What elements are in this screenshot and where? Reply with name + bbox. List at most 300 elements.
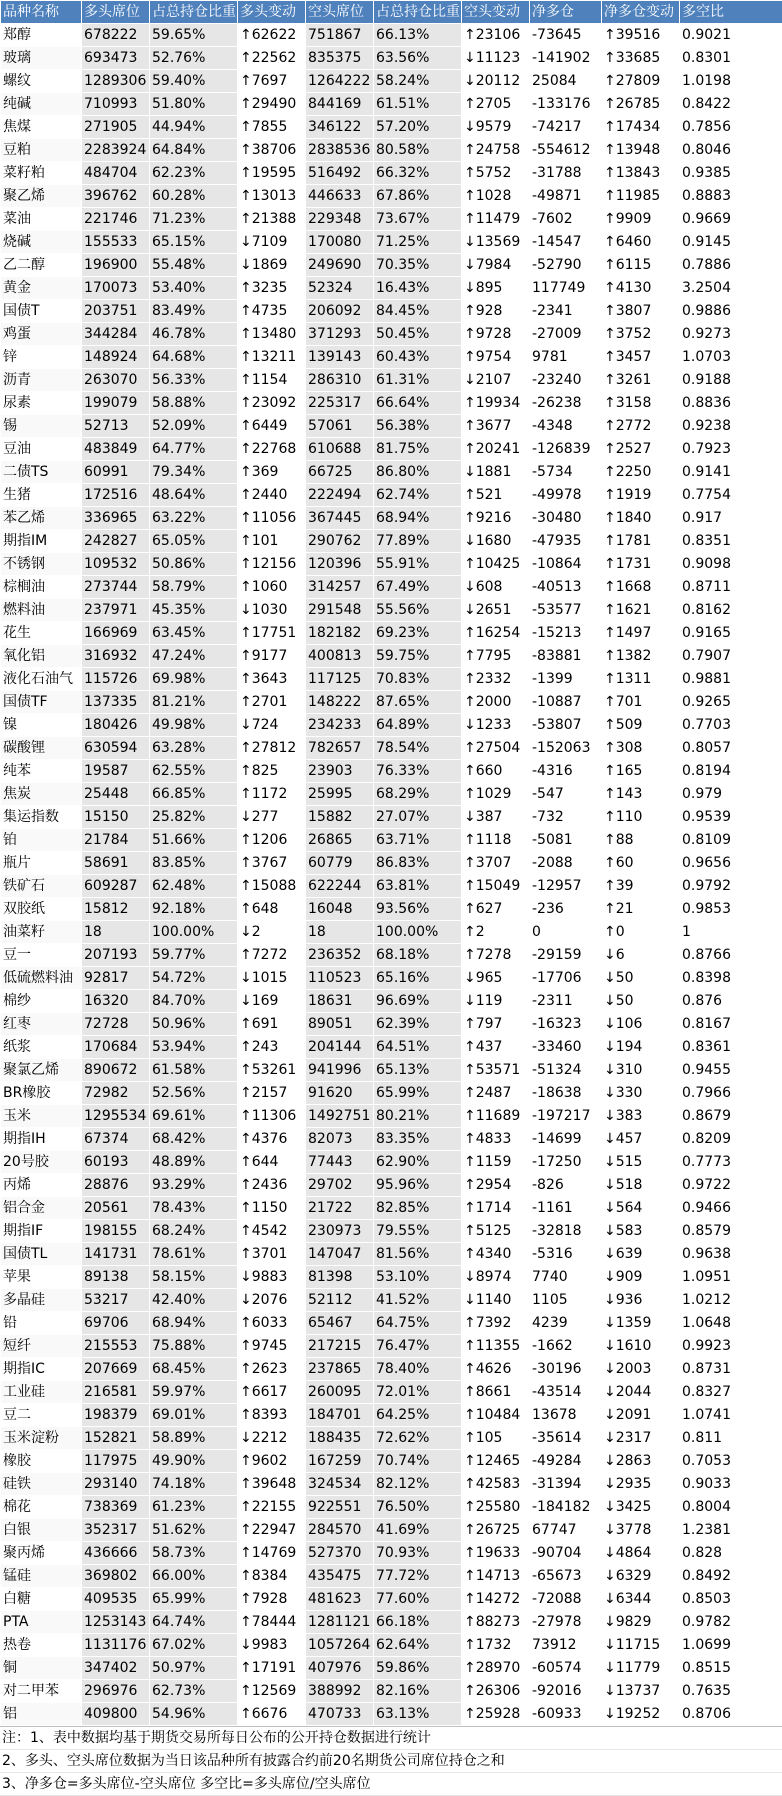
cell-long-position: 53217 xyxy=(82,1289,150,1312)
cell-long-position: 263070 xyxy=(82,369,150,392)
cell-long-short-ratio: 1.0741 xyxy=(680,1404,782,1427)
table-row xyxy=(1,990,782,1013)
cell-net-long-change: ↑1382 xyxy=(602,645,680,668)
cell-short-ratio: 87.65% xyxy=(374,691,462,714)
cell-long-short-ratio: 1 xyxy=(680,921,782,944)
cell-net-long-change: ↓11715 xyxy=(602,1634,680,1657)
cell-long-change: ↓7109 xyxy=(238,231,306,254)
cell-short-change: ↓20112 xyxy=(462,70,530,93)
cell-net-long-change: ↑9909 xyxy=(602,208,680,231)
cell-short-position: 21722 xyxy=(306,1197,374,1220)
cell-long-change: ↑3767 xyxy=(238,852,306,875)
cell-long-short-ratio: 0.8004 xyxy=(680,1496,782,1519)
cell-short-ratio: 64.25% xyxy=(374,1404,462,1427)
table-row xyxy=(1,231,782,254)
cell-long-ratio: 74.18% xyxy=(150,1473,238,1496)
cell-net-long: -17706 xyxy=(530,967,602,990)
cell-long-change: ↑29490 xyxy=(238,93,306,116)
cell-long-change: ↑101 xyxy=(238,530,306,553)
cell-long-change: ↑11056 xyxy=(238,507,306,530)
cell-long-short-ratio: 0.876 xyxy=(680,990,782,1013)
cell-net-long-change: ↑17434 xyxy=(602,116,680,139)
table-row xyxy=(1,1082,782,1105)
table-row xyxy=(1,1358,782,1381)
cell-short-change: ↑9216 xyxy=(462,507,530,530)
cell-variety: 铂 xyxy=(1,829,82,852)
table-row xyxy=(1,208,782,231)
table-row xyxy=(1,1013,782,1036)
cell-short-change: ↑797 xyxy=(462,1013,530,1036)
cell-long-change: ↑15088 xyxy=(238,875,306,898)
cell-variety: 棉花 xyxy=(1,1496,82,1519)
cell-variety: 豆二 xyxy=(1,1404,82,1427)
cell-long-ratio: 52.76% xyxy=(150,47,238,70)
cell-long-change: ↓2 xyxy=(238,921,306,944)
cell-long-position: 630594 xyxy=(82,737,150,760)
cell-short-position: 110523 xyxy=(306,967,374,990)
cell-net-long-change: ↑143 xyxy=(602,783,680,806)
cell-short-position: 25995 xyxy=(306,783,374,806)
cell-variety: 不锈钢 xyxy=(1,553,82,576)
cell-short-position: 89051 xyxy=(306,1013,374,1036)
cell-long-ratio: 42.40% xyxy=(150,1289,238,1312)
cell-long-ratio: 59.40% xyxy=(150,70,238,93)
cell-long-short-ratio: 0.7635 xyxy=(680,1680,782,1703)
cell-long-change: ↑27812 xyxy=(238,737,306,760)
cell-net-long-change: ↑13948 xyxy=(602,139,680,162)
cell-short-position: 65467 xyxy=(306,1312,374,1335)
cell-long-short-ratio: 0.917 xyxy=(680,507,782,530)
cell-long-position: 58691 xyxy=(82,852,150,875)
cell-long-ratio: 25.82% xyxy=(150,806,238,829)
cell-long-change: ↑23092 xyxy=(238,392,306,415)
cell-long-ratio: 52.56% xyxy=(150,1082,238,1105)
cell-net-long-change: ↑60 xyxy=(602,852,680,875)
cell-long-short-ratio: 0.8766 xyxy=(680,944,782,967)
cell-net-long: -35614 xyxy=(530,1427,602,1450)
cell-short-ratio: 67.86% xyxy=(374,185,462,208)
cell-short-change: ↑88273 xyxy=(462,1611,530,1634)
cell-net-long: -23240 xyxy=(530,369,602,392)
cell-variety: 白糖 xyxy=(1,1588,82,1611)
cell-long-ratio: 63.45% xyxy=(150,622,238,645)
cell-long-position: 198379 xyxy=(82,1404,150,1427)
cell-net-long: -17250 xyxy=(530,1151,602,1174)
table-row xyxy=(1,1634,782,1657)
cell-short-ratio: 86.80% xyxy=(374,461,462,484)
cell-net-long-change: ↑33685 xyxy=(602,47,680,70)
cell-long-change: ↓2212 xyxy=(238,1427,306,1450)
cell-long-position: 89138 xyxy=(82,1266,150,1289)
cell-net-long: -14699 xyxy=(530,1128,602,1151)
cell-variety: 红枣 xyxy=(1,1013,82,1036)
cell-short-change: ↑3677 xyxy=(462,415,530,438)
cell-net-long-change: ↓2003 xyxy=(602,1358,680,1381)
cell-net-long-change: ↓2935 xyxy=(602,1473,680,1496)
table-row xyxy=(1,392,782,415)
cell-long-position: 1295534 xyxy=(82,1105,150,1128)
cell-long-change: ↑7697 xyxy=(238,70,306,93)
cell-short-ratio: 61.31% xyxy=(374,369,462,392)
cell-long-ratio: 92.18% xyxy=(150,898,238,921)
cell-short-ratio: 95.96% xyxy=(374,1174,462,1197)
cell-short-position: 91620 xyxy=(306,1082,374,1105)
cell-long-change: ↑7272 xyxy=(238,944,306,967)
cell-variety: 铅 xyxy=(1,1312,82,1335)
cell-long-position: 19587 xyxy=(82,760,150,783)
cell-net-long-change: ↓383 xyxy=(602,1105,680,1128)
cell-long-change: ↑2701 xyxy=(238,691,306,714)
cell-net-long: -53807 xyxy=(530,714,602,737)
cell-long-change: ↑62622 xyxy=(238,24,306,47)
cell-long-position: 344284 xyxy=(82,323,150,346)
table-row xyxy=(1,1312,782,1335)
cell-net-long: -51324 xyxy=(530,1059,602,1082)
cell-net-long: -4348 xyxy=(530,415,602,438)
cell-variety: 玉米 xyxy=(1,1105,82,1128)
cell-long-position: 92817 xyxy=(82,967,150,990)
table-row xyxy=(1,507,782,530)
table-row xyxy=(1,1105,782,1128)
cell-long-ratio: 58.15% xyxy=(150,1266,238,1289)
cell-long-ratio: 68.94% xyxy=(150,1312,238,1335)
cell-short-change: ↓1140 xyxy=(462,1289,530,1312)
cell-short-position: 206092 xyxy=(306,300,374,323)
cell-net-long-change: ↑1919 xyxy=(602,484,680,507)
table-row xyxy=(1,599,782,622)
cell-short-position: 18 xyxy=(306,921,374,944)
cell-net-long: -2088 xyxy=(530,852,602,875)
cell-short-ratio: 70.93% xyxy=(374,1542,462,1565)
cell-long-ratio: 58.89% xyxy=(150,1427,238,1450)
cell-short-position: 481623 xyxy=(306,1588,374,1611)
cell-short-position: 82073 xyxy=(306,1128,374,1151)
cell-short-ratio: 60.43% xyxy=(374,346,462,369)
cell-variety: BR橡胶 xyxy=(1,1082,82,1105)
cell-net-long: -5734 xyxy=(530,461,602,484)
cell-net-long: -126839 xyxy=(530,438,602,461)
cell-short-position: 290762 xyxy=(306,530,374,553)
cell-short-change: ↑2705 xyxy=(462,93,530,116)
table-row xyxy=(1,1059,782,1082)
cell-long-short-ratio: 0.7856 xyxy=(680,116,782,139)
cell-long-short-ratio: 1.0703 xyxy=(680,346,782,369)
cell-short-ratio: 68.18% xyxy=(374,944,462,967)
cell-long-change: ↑3643 xyxy=(238,668,306,691)
cell-short-ratio: 64.89% xyxy=(374,714,462,737)
cell-variety: 集运指数 xyxy=(1,806,82,829)
cell-short-change: ↑5125 xyxy=(462,1220,530,1243)
cell-net-long-change: ↑1497 xyxy=(602,622,680,645)
cell-long-ratio: 53.40% xyxy=(150,277,238,300)
cell-short-change: ↑11479 xyxy=(462,208,530,231)
table-row xyxy=(1,622,782,645)
table-row xyxy=(1,829,782,852)
cell-long-position: 216581 xyxy=(82,1381,150,1404)
cell-net-long-change: ↓6 xyxy=(602,944,680,967)
cell-variety: 氧化铝 xyxy=(1,645,82,668)
cell-long-ratio: 64.77% xyxy=(150,438,238,461)
cell-long-position: 2283924 xyxy=(82,139,150,162)
cell-short-change: ↑10484 xyxy=(462,1404,530,1427)
cell-net-long-change: ↓1359 xyxy=(602,1312,680,1335)
cell-short-change: ↑24758 xyxy=(462,139,530,162)
cell-net-long-change: ↑3261 xyxy=(602,369,680,392)
cell-variety: 聚丙烯 xyxy=(1,1542,82,1565)
cell-long-change: ↑22768 xyxy=(238,438,306,461)
cell-long-position: 137335 xyxy=(82,691,150,714)
header-row xyxy=(1,1,782,24)
cell-long-change: ↑14769 xyxy=(238,1542,306,1565)
cell-variety: 纯碱 xyxy=(1,93,82,116)
cell-net-long: -72088 xyxy=(530,1588,602,1611)
cell-net-long-change: ↑2527 xyxy=(602,438,680,461)
cell-net-long: -40513 xyxy=(530,576,602,599)
cell-net-long: -184182 xyxy=(530,1496,602,1519)
cell-net-long-change: ↓583 xyxy=(602,1220,680,1243)
cell-short-change: ↑1732 xyxy=(462,1634,530,1657)
cell-long-change: ↑6676 xyxy=(238,1703,306,1726)
cell-long-short-ratio: 0.9669 xyxy=(680,208,782,231)
cell-net-long-change: ↓106 xyxy=(602,1013,680,1036)
cell-long-ratio: 68.45% xyxy=(150,1358,238,1381)
table-row xyxy=(1,1197,782,1220)
cell-short-change: ↑2332 xyxy=(462,668,530,691)
cell-net-long-change: ↓310 xyxy=(602,1059,680,1082)
cell-short-position: 527370 xyxy=(306,1542,374,1565)
cell-long-position: 271905 xyxy=(82,116,150,139)
cell-long-short-ratio: 0.9792 xyxy=(680,875,782,898)
cell-long-change: ↑9745 xyxy=(238,1335,306,1358)
cell-net-long: 13678 xyxy=(530,1404,602,1427)
table-row xyxy=(1,300,782,323)
cell-long-ratio: 50.96% xyxy=(150,1013,238,1036)
cell-long-change: ↓1869 xyxy=(238,254,306,277)
cell-short-position: 516492 xyxy=(306,162,374,185)
cell-short-position: 324534 xyxy=(306,1473,374,1496)
cell-net-long: -2311 xyxy=(530,990,602,1013)
cell-long-short-ratio: 0.9145 xyxy=(680,231,782,254)
cell-long-position: 207669 xyxy=(82,1358,150,1381)
cell-net-long: -33460 xyxy=(530,1036,602,1059)
cell-long-ratio: 71.23% xyxy=(150,208,238,231)
cell-short-ratio: 59.75% xyxy=(374,645,462,668)
cell-long-short-ratio: 0.8679 xyxy=(680,1105,782,1128)
cell-variety: 郑醇 xyxy=(1,24,82,47)
cell-long-change: ↑8384 xyxy=(238,1565,306,1588)
table-row xyxy=(1,1266,782,1289)
cell-long-short-ratio: 0.9923 xyxy=(680,1335,782,1358)
cell-variety: 硅铁 xyxy=(1,1473,82,1496)
cell-long-short-ratio: 0.9638 xyxy=(680,1243,782,1266)
cell-long-short-ratio: 1.2381 xyxy=(680,1519,782,1542)
cell-short-position: 367445 xyxy=(306,507,374,530)
cell-net-long-change: ↑2250 xyxy=(602,461,680,484)
cell-long-short-ratio: 0.8515 xyxy=(680,1657,782,1680)
cell-long-short-ratio: 0.9881 xyxy=(680,668,782,691)
cell-net-long: -30480 xyxy=(530,507,602,530)
cell-long-position: 738369 xyxy=(82,1496,150,1519)
table-row xyxy=(1,461,782,484)
cell-short-ratio: 82.12% xyxy=(374,1473,462,1496)
cell-variety: 尿素 xyxy=(1,392,82,415)
cell-variety: 玻璃 xyxy=(1,47,82,70)
table-row xyxy=(1,415,782,438)
cell-short-ratio: 78.40% xyxy=(374,1358,462,1381)
cell-long-ratio: 60.28% xyxy=(150,185,238,208)
cell-long-ratio: 67.02% xyxy=(150,1634,238,1657)
cell-net-long: -826 xyxy=(530,1174,602,1197)
cell-short-change: ↓2651 xyxy=(462,599,530,622)
cell-short-position: 184701 xyxy=(306,1404,374,1427)
cell-long-position: 890672 xyxy=(82,1059,150,1082)
cell-short-position: 388992 xyxy=(306,1680,374,1703)
cell-variety: 期指IH xyxy=(1,1128,82,1151)
cell-short-change: ↑19934 xyxy=(462,392,530,415)
cell-net-long-change: ↑26785 xyxy=(602,93,680,116)
header-long-position: 多头席位 xyxy=(82,1,150,24)
cell-variety: 燃料油 xyxy=(1,599,82,622)
cell-long-short-ratio: 0.8883 xyxy=(680,185,782,208)
cell-long-short-ratio: 1.0648 xyxy=(680,1312,782,1335)
cell-long-position: 196900 xyxy=(82,254,150,277)
cell-short-position: 15882 xyxy=(306,806,374,829)
cell-long-short-ratio: 0.9141 xyxy=(680,461,782,484)
cell-short-ratio: 96.69% xyxy=(374,990,462,1013)
cell-long-ratio: 56.33% xyxy=(150,369,238,392)
table-row xyxy=(1,1473,782,1496)
cell-net-long-change: ↓6329 xyxy=(602,1565,680,1588)
cell-long-position: 436666 xyxy=(82,1542,150,1565)
cell-long-change: ↑4542 xyxy=(238,1220,306,1243)
cell-net-long-change: ↓515 xyxy=(602,1151,680,1174)
cell-net-long: -12957 xyxy=(530,875,602,898)
cell-short-ratio: 53.10% xyxy=(374,1266,462,1289)
cell-long-change: ↑3235 xyxy=(238,277,306,300)
cell-short-change: ↑928 xyxy=(462,300,530,323)
cell-variety: 聚乙烯 xyxy=(1,185,82,208)
cell-short-position: 117125 xyxy=(306,668,374,691)
cell-short-ratio: 57.20% xyxy=(374,116,462,139)
cell-long-short-ratio: 0.9385 xyxy=(680,162,782,185)
cell-short-ratio: 76.47% xyxy=(374,1335,462,1358)
table-row xyxy=(1,1565,782,1588)
cell-short-ratio: 50.45% xyxy=(374,323,462,346)
cell-net-long-change: ↑3752 xyxy=(602,323,680,346)
cell-short-position: 16048 xyxy=(306,898,374,921)
cell-long-change: ↑12569 xyxy=(238,1680,306,1703)
cell-long-short-ratio: 0.8422 xyxy=(680,93,782,116)
cell-short-change: ↑20241 xyxy=(462,438,530,461)
cell-net-long-change: ↓50 xyxy=(602,967,680,990)
cell-net-long-change: ↑3457 xyxy=(602,346,680,369)
cell-short-position: 446633 xyxy=(306,185,374,208)
cell-short-ratio: 63.71% xyxy=(374,829,462,852)
cell-net-long: -197217 xyxy=(530,1105,602,1128)
cell-net-long-change: ↓6344 xyxy=(602,1588,680,1611)
table-row xyxy=(1,323,782,346)
cell-long-change: ↓724 xyxy=(238,714,306,737)
cell-long-short-ratio: 1.0951 xyxy=(680,1266,782,1289)
cell-variety: 苹果 xyxy=(1,1266,82,1289)
table-row xyxy=(1,438,782,461)
cell-long-ratio: 47.24% xyxy=(150,645,238,668)
table-row xyxy=(1,1220,782,1243)
table-row xyxy=(1,898,782,921)
cell-long-change: ↑9177 xyxy=(238,645,306,668)
cell-short-position: 188435 xyxy=(306,1427,374,1450)
cell-net-long-change: ↑110 xyxy=(602,806,680,829)
cell-short-change: ↑1118 xyxy=(462,829,530,852)
cell-long-short-ratio: 0.8351 xyxy=(680,530,782,553)
cell-long-position: 18 xyxy=(82,921,150,944)
cell-long-change: ↑369 xyxy=(238,461,306,484)
cell-net-long: -65673 xyxy=(530,1565,602,1588)
cell-net-long-change: ↓2091 xyxy=(602,1404,680,1427)
cell-long-position: 15150 xyxy=(82,806,150,829)
cell-long-ratio: 52.09% xyxy=(150,415,238,438)
table-row xyxy=(1,737,782,760)
cell-short-position: 222494 xyxy=(306,484,374,507)
cell-short-change: ↑23106 xyxy=(462,24,530,47)
cell-long-change: ↑17751 xyxy=(238,622,306,645)
cell-long-position: 21784 xyxy=(82,829,150,852)
cell-long-short-ratio: 0.828 xyxy=(680,1542,782,1565)
cell-long-position: 203751 xyxy=(82,300,150,323)
cell-variety: 白银 xyxy=(1,1519,82,1542)
cell-net-long: -554612 xyxy=(530,139,602,162)
cell-short-ratio: 77.72% xyxy=(374,1565,462,1588)
cell-short-ratio: 83.35% xyxy=(374,1128,462,1151)
cell-long-change: ↑53261 xyxy=(238,1059,306,1082)
cell-long-position: 199079 xyxy=(82,392,150,415)
table-row xyxy=(1,139,782,162)
cell-long-ratio: 50.86% xyxy=(150,553,238,576)
cell-long-change: ↓1030 xyxy=(238,599,306,622)
cell-variety: 菜油 xyxy=(1,208,82,231)
cell-long-position: 352317 xyxy=(82,1519,150,1542)
table-row xyxy=(1,1680,782,1703)
table-row xyxy=(1,277,782,300)
cell-long-change: ↑7855 xyxy=(238,116,306,139)
cell-short-ratio: 76.33% xyxy=(374,760,462,783)
cell-long-position: 148924 xyxy=(82,346,150,369)
cell-long-short-ratio: 0.8327 xyxy=(680,1381,782,1404)
cell-short-position: 782657 xyxy=(306,737,374,760)
cell-long-ratio: 61.58% xyxy=(150,1059,238,1082)
cell-short-position: 230973 xyxy=(306,1220,374,1243)
cell-variety: 铜 xyxy=(1,1657,82,1680)
notes xyxy=(0,1726,782,1796)
cell-short-change: ↓895 xyxy=(462,277,530,300)
cell-long-ratio: 48.89% xyxy=(150,1151,238,1174)
cell-net-long: -60933 xyxy=(530,1703,602,1726)
table-row xyxy=(1,1289,782,1312)
cell-net-long: -83881 xyxy=(530,645,602,668)
cell-short-change: ↓7984 xyxy=(462,254,530,277)
cell-net-long: -43514 xyxy=(530,1381,602,1404)
cell-variety: 锡 xyxy=(1,415,82,438)
cell-short-position: 57061 xyxy=(306,415,374,438)
cell-short-position: 941996 xyxy=(306,1059,374,1082)
cell-long-position: 215553 xyxy=(82,1335,150,1358)
header-long-ratio: 占总持仓比重 xyxy=(150,1,238,24)
cell-short-change: ↑437 xyxy=(462,1036,530,1059)
cell-long-change: ↑7928 xyxy=(238,1588,306,1611)
cell-long-position: 170684 xyxy=(82,1036,150,1059)
cell-short-change: ↓119 xyxy=(462,990,530,1013)
cell-long-change: ↑12156 xyxy=(238,553,306,576)
